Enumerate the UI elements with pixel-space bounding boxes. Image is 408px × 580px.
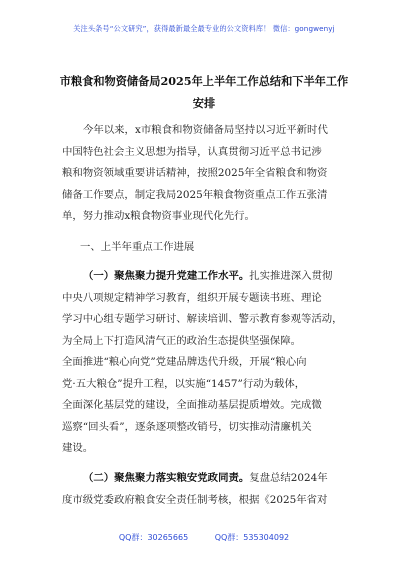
text-line: 全面推进“粮心向党”党建品牌迭代升级，开展“粮心向 xyxy=(62,356,307,368)
text-fragment: 扎实推进深入贯彻 xyxy=(249,270,333,282)
text-line: 为全局上下打造风清气正的政治生态提供坚强保障。 xyxy=(62,334,301,347)
text-line: 今年以来，x市粮食和物资储备局坚持以习近平新时代 xyxy=(83,124,328,136)
text-line: 全面深化基层党的建设，全面推动基层提质增效。完成微 xyxy=(62,399,322,411)
qq-group-2: QQ群：535304092 xyxy=(214,533,290,542)
text-line: 储备工作要点，制定我局2025年粮食物资重点工作五张清 xyxy=(62,188,328,201)
text-line: 单，努力推动x粮食物资事业现代化先行。 xyxy=(62,210,255,222)
intro-paragraph xyxy=(62,120,358,228)
text-line: 学习中心组专题学习研讨、解读培训、警示教育参观等活动， xyxy=(62,313,343,325)
subsection-lead: （二）聚焦聚力落实粮安党政同责。 xyxy=(83,472,250,484)
text-line: 巡察“回头看”，逐条逐项整改销号，切实推动清廉机关 xyxy=(62,420,312,433)
text-line: 粮和物资领域重要讲话精神，按照2025年全省粮食和物资 xyxy=(62,167,328,179)
text-line: 党·五大粮仓”提升工程，以实施“1457”行动为载体， xyxy=(62,377,306,390)
text-fragment: 复盘总结2024年 xyxy=(249,472,328,484)
title-line: 市粮食和物资储备局2025年上半年工作总结和下半年工作 xyxy=(59,74,349,88)
subsection-lead: （一）聚焦聚力提升党建工作水平。 xyxy=(83,270,250,282)
promo-banner: 关注头条号“公文研究”，获得最新最全最专业的公文资料库！ 微信：gongwenyj xyxy=(73,24,335,33)
qq-group-1: QQ群：30265665 xyxy=(118,533,189,542)
text-line: 中国特色社会主义思想为指导，认真贯彻习近平总书记涉 xyxy=(62,145,322,158)
section-heading: 一、上半年重点工作进展 xyxy=(80,241,195,253)
text-line: 中央八项规定精神学习教育，组织开展专题读书班、理论 xyxy=(62,291,322,304)
text-line xyxy=(62,266,358,288)
text-line xyxy=(62,468,358,490)
title-line: 安排 xyxy=(192,96,216,110)
subsection-party-building xyxy=(62,266,358,460)
subsection-food-security xyxy=(62,468,358,511)
text-line: 建设。 xyxy=(62,442,94,454)
text-line: 度市级党委政府粮食安全责任制考核，根据《2025年省对 xyxy=(62,493,328,506)
document-title xyxy=(40,70,368,114)
footer-contact xyxy=(0,532,408,543)
